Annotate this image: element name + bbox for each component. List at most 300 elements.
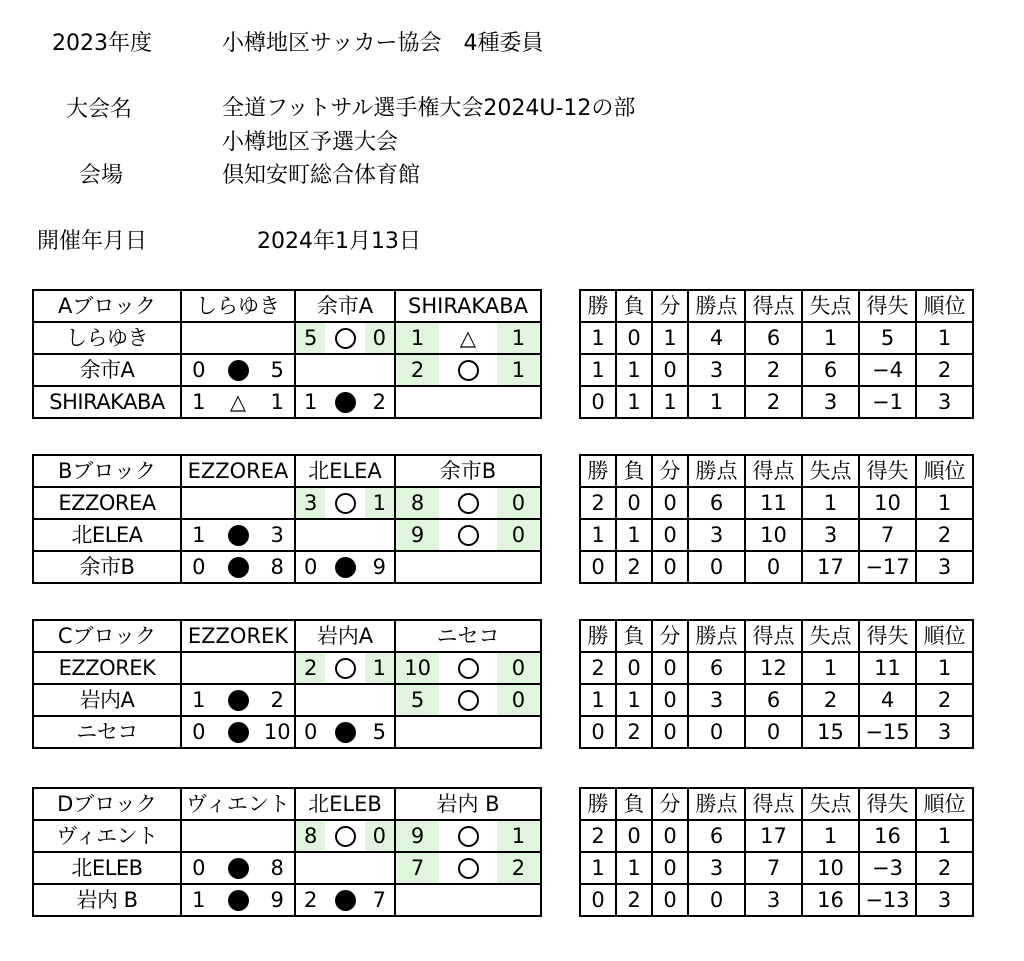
match-result xyxy=(295,386,395,418)
result-symbol xyxy=(216,355,261,385)
standings-cell: 1 xyxy=(916,820,973,852)
standings-column-header: 負 xyxy=(616,455,652,487)
result-inner xyxy=(296,387,394,417)
match-result xyxy=(295,551,395,583)
standings-cell: 6 xyxy=(688,820,745,852)
standings-cell: 0 xyxy=(580,386,616,418)
standings-cell: 3 xyxy=(916,716,973,748)
standings-cell: 0 xyxy=(616,820,652,852)
standings-cell: 1 xyxy=(916,487,973,519)
team-column-header: 北ELEB xyxy=(295,788,395,820)
standings-cell: 0 xyxy=(688,551,745,583)
draw-triangle-icon: △ xyxy=(459,326,477,350)
standings-column-header: 失点 xyxy=(802,788,859,820)
result-symbol xyxy=(216,552,261,582)
standings-table xyxy=(579,787,974,917)
standings-row xyxy=(580,519,973,551)
result-inner xyxy=(296,653,394,683)
standings-cell: 2 xyxy=(616,716,652,748)
score-for: 9 xyxy=(396,520,439,550)
score-for: 0 xyxy=(304,555,318,579)
standings-cell: 1 xyxy=(652,322,688,354)
result-symbol xyxy=(216,387,261,417)
standings-cell: 1 xyxy=(616,354,652,386)
result-inner xyxy=(396,488,540,518)
standings-column-header: 分 xyxy=(652,788,688,820)
standings-cell: 1 xyxy=(802,820,859,852)
match-result xyxy=(395,820,541,852)
block-c xyxy=(0,619,1024,749)
match-result xyxy=(181,716,295,748)
result-inner xyxy=(296,323,394,353)
result-inner xyxy=(396,853,540,883)
standings-column-header: 順位 xyxy=(916,290,973,322)
standings-table xyxy=(579,454,974,584)
score-for: 1 xyxy=(396,323,439,353)
standings-column-header: 負 xyxy=(616,620,652,652)
score-for: 0 xyxy=(304,720,318,744)
team-column-header: しらゆき xyxy=(181,290,295,322)
standings-cell: 10 xyxy=(745,519,802,551)
win-circle-icon xyxy=(458,690,479,711)
table-row xyxy=(33,852,541,884)
standings-cell: 6 xyxy=(688,652,745,684)
score-for: 0 xyxy=(192,555,206,579)
team-column-header: 北ELEA xyxy=(295,455,395,487)
standings-column-header: 勝点 xyxy=(688,788,745,820)
standings-cell: 0 xyxy=(745,551,802,583)
table-row xyxy=(33,354,541,386)
loss-dot-icon xyxy=(228,525,249,546)
standings-cell: 0 xyxy=(652,354,688,386)
match-result xyxy=(181,551,295,583)
standings-cell: 11 xyxy=(745,487,802,519)
table-row xyxy=(33,716,541,748)
standings-cell: 6 xyxy=(688,487,745,519)
table-row xyxy=(33,684,541,716)
standings-cell: 7 xyxy=(745,852,802,884)
match-result xyxy=(181,684,295,716)
team-row-label: SHIRAKABA xyxy=(33,386,181,418)
empty-cell xyxy=(181,820,295,852)
table-row xyxy=(33,519,541,551)
table-row xyxy=(33,884,541,916)
date-label: 開催年月日 xyxy=(37,229,148,254)
win-circle-icon xyxy=(335,658,356,679)
standings-cell: 3 xyxy=(802,386,859,418)
standings-header-row xyxy=(580,455,973,487)
standings-cell: 7 xyxy=(859,519,916,551)
team-row-label: ニセコ xyxy=(33,716,181,748)
standings-cell: 0 xyxy=(652,551,688,583)
standings-column-header: 得失 xyxy=(859,788,916,820)
result-symbol xyxy=(325,717,364,747)
standings-column-header: 負 xyxy=(616,788,652,820)
team-row-label: 岩内A xyxy=(33,684,181,716)
result-symbol xyxy=(325,387,364,417)
score-for: 10 xyxy=(396,653,439,683)
standings-cell: 0 xyxy=(652,684,688,716)
result-symbol xyxy=(439,685,497,715)
standings-row xyxy=(580,551,973,583)
match-result xyxy=(295,716,395,748)
standings-cell: 2 xyxy=(580,652,616,684)
standings-cell: 1 xyxy=(580,354,616,386)
standings-column-header: 負 xyxy=(616,290,652,322)
standings-column-header: 得失 xyxy=(859,290,916,322)
standings-table xyxy=(579,619,974,749)
standings-column-header: 勝 xyxy=(580,290,616,322)
result-symbol xyxy=(439,520,497,550)
standings-cell: 4 xyxy=(688,322,745,354)
match-result xyxy=(295,820,395,852)
win-circle-icon xyxy=(335,826,356,847)
table-row xyxy=(33,386,541,418)
team-row-label: 北ELEA xyxy=(33,519,181,551)
loss-dot-icon xyxy=(228,890,249,911)
team-column-header: 余市A xyxy=(295,290,395,322)
standings-cell: 1 xyxy=(616,386,652,418)
standings-cell: 15 xyxy=(802,716,859,748)
match-result xyxy=(181,884,295,916)
team-column-header: ヴィエント xyxy=(181,788,295,820)
score-against: 0 xyxy=(365,821,394,851)
loss-dot-icon xyxy=(335,722,356,743)
match-result xyxy=(181,519,295,551)
draw-triangle-icon: △ xyxy=(229,390,247,414)
match-result xyxy=(395,354,541,386)
empty-cell xyxy=(395,716,541,748)
result-symbol xyxy=(325,323,364,353)
team-column-header: 岩内 B xyxy=(395,788,541,820)
standings-column-header: 勝点 xyxy=(688,290,745,322)
score-against: 10 xyxy=(263,720,291,744)
standings-cell: 0 xyxy=(688,884,745,916)
result-inner xyxy=(182,387,294,417)
result-inner xyxy=(296,821,394,851)
loss-dot-icon xyxy=(228,360,249,381)
block-name: Aブロック xyxy=(33,290,181,322)
match-result xyxy=(395,684,541,716)
standings-row xyxy=(580,652,973,684)
standings-cell: 4 xyxy=(859,684,916,716)
standings-cell: 1 xyxy=(580,684,616,716)
standings-cell: 3 xyxy=(688,354,745,386)
standings-cell: 0 xyxy=(580,551,616,583)
result-inner xyxy=(396,323,540,353)
standings-column-header: 失点 xyxy=(802,620,859,652)
tournament-name: 全道フットサル選手権大会2024U-12の部 xyxy=(222,96,636,121)
score-against: 5 xyxy=(372,720,386,744)
standings-column-header: 順位 xyxy=(916,788,973,820)
team-column-header: SHIRAKABA xyxy=(395,290,541,322)
standings-cell: 0 xyxy=(652,716,688,748)
score-for: 8 xyxy=(296,821,325,851)
standings-table xyxy=(579,289,974,419)
score-for: 2 xyxy=(296,653,325,683)
standings-row xyxy=(580,487,973,519)
win-circle-icon xyxy=(458,826,479,847)
block-name: Bブロック xyxy=(33,455,181,487)
score-for: 5 xyxy=(396,685,439,715)
team-row-label: EZZOREA xyxy=(33,487,181,519)
standings-row xyxy=(580,716,973,748)
standings-cell: −3 xyxy=(859,852,916,884)
score-against: 3 xyxy=(270,523,284,547)
header-row xyxy=(33,620,541,652)
standings-cell: 0 xyxy=(616,487,652,519)
score-for: 5 xyxy=(296,323,325,353)
score-for: 0 xyxy=(192,358,206,382)
standings-column-header: 失点 xyxy=(802,455,859,487)
score-for: 1 xyxy=(192,390,206,414)
organizer: 小樽地区サッカー協会 4種委員 xyxy=(222,31,544,56)
empty-cell xyxy=(395,884,541,916)
empty-cell xyxy=(181,652,295,684)
team-row-label: 北ELEB xyxy=(33,852,181,884)
results-table xyxy=(32,289,542,419)
standings-cell: 17 xyxy=(802,551,859,583)
standings-column-header: 勝点 xyxy=(688,620,745,652)
empty-cell xyxy=(295,852,395,884)
standings-cell: 6 xyxy=(802,354,859,386)
standings-cell: 17 xyxy=(745,820,802,852)
standings-cell: 3 xyxy=(688,684,745,716)
result-inner xyxy=(182,717,294,747)
standings-row xyxy=(580,354,973,386)
score-against: 2 xyxy=(497,853,540,883)
match-result xyxy=(395,519,541,551)
standings-cell: −4 xyxy=(859,354,916,386)
standings-header-row xyxy=(580,620,973,652)
score-against: 7 xyxy=(372,888,386,912)
standings-cell: 5 xyxy=(859,322,916,354)
win-circle-icon xyxy=(458,493,479,514)
match-result xyxy=(395,487,541,519)
team-row-label: 岩内 B xyxy=(33,884,181,916)
standings-column-header: 分 xyxy=(652,290,688,322)
standings-cell: 2 xyxy=(916,519,973,551)
standings-cell: 3 xyxy=(802,519,859,551)
team-row-label: 余市B xyxy=(33,551,181,583)
result-symbol xyxy=(325,821,364,851)
results-table xyxy=(32,787,542,917)
standings-cell: 1 xyxy=(802,322,859,354)
score-against: 2 xyxy=(270,688,284,712)
results-table xyxy=(32,454,542,584)
result-symbol xyxy=(216,717,261,747)
standings-cell: 1 xyxy=(616,519,652,551)
empty-cell xyxy=(295,684,395,716)
result-symbol xyxy=(439,653,497,683)
result-symbol xyxy=(439,488,497,518)
result-symbol xyxy=(216,520,261,550)
standings-row xyxy=(580,852,973,884)
match-result xyxy=(395,322,541,354)
score-against: 1 xyxy=(497,323,540,353)
result-inner xyxy=(396,355,540,385)
result-symbol xyxy=(439,323,497,353)
standings-cell: 2 xyxy=(580,487,616,519)
standings-header-row xyxy=(580,290,973,322)
standings-cell: 6 xyxy=(745,684,802,716)
standings-cell: 0 xyxy=(616,652,652,684)
score-for: 1 xyxy=(192,523,206,547)
team-row-label: ヴィエント xyxy=(33,820,181,852)
standings-cell: 3 xyxy=(916,884,973,916)
header-row xyxy=(33,455,541,487)
standings-column-header: 得点 xyxy=(745,788,802,820)
result-symbol xyxy=(325,552,364,582)
block-name: Dブロック xyxy=(33,788,181,820)
match-result xyxy=(395,652,541,684)
score-against: 0 xyxy=(497,488,540,518)
empty-cell xyxy=(181,322,295,354)
standings-cell: −13 xyxy=(859,884,916,916)
standings-column-header: 得点 xyxy=(745,620,802,652)
loss-dot-icon xyxy=(335,890,356,911)
standings-column-header: 順位 xyxy=(916,620,973,652)
result-inner xyxy=(182,885,294,915)
result-symbol xyxy=(216,685,261,715)
win-circle-icon xyxy=(335,328,356,349)
results-table xyxy=(32,619,542,749)
result-inner xyxy=(396,653,540,683)
match-result xyxy=(295,884,395,916)
loss-dot-icon xyxy=(228,858,249,879)
result-symbol xyxy=(439,853,497,883)
team-column-header: ニセコ xyxy=(395,620,541,652)
standings-cell: 3 xyxy=(688,852,745,884)
standings-cell: 1 xyxy=(688,386,745,418)
table-row xyxy=(33,487,541,519)
block-d xyxy=(0,787,1024,917)
table-row xyxy=(33,322,541,354)
standings-cell: 1 xyxy=(916,652,973,684)
standings-cell: 1 xyxy=(580,322,616,354)
empty-cell xyxy=(395,386,541,418)
result-inner xyxy=(296,552,394,582)
result-inner xyxy=(182,853,294,883)
score-against: 1 xyxy=(270,390,284,414)
standings-column-header: 勝点 xyxy=(688,455,745,487)
standings-header-row xyxy=(580,788,973,820)
result-symbol xyxy=(439,821,497,851)
standings-cell: 1 xyxy=(580,519,616,551)
standings-row xyxy=(580,386,973,418)
standings-cell: 1 xyxy=(916,322,973,354)
standings-cell: 1 xyxy=(616,852,652,884)
standings-cell: 0 xyxy=(652,884,688,916)
score-against: 1 xyxy=(365,488,394,518)
score-for: 1 xyxy=(192,688,206,712)
loss-dot-icon xyxy=(228,557,249,578)
table-row xyxy=(33,652,541,684)
win-circle-icon xyxy=(458,858,479,879)
match-result xyxy=(181,852,295,884)
event-date: 2024年1月13日 xyxy=(257,229,421,254)
result-symbol xyxy=(439,355,497,385)
standings-cell: 0 xyxy=(652,820,688,852)
standings-cell: 0 xyxy=(652,852,688,884)
standings-cell: 0 xyxy=(745,716,802,748)
score-against: 8 xyxy=(270,856,284,880)
standings-cell: 3 xyxy=(916,551,973,583)
result-symbol xyxy=(216,853,261,883)
standings-cell: 10 xyxy=(859,487,916,519)
block-name: Cブロック xyxy=(33,620,181,652)
result-inner xyxy=(182,685,294,715)
venue-name: 倶知安町総合体育館 xyxy=(222,163,421,188)
standings-cell: 10 xyxy=(802,852,859,884)
standings-cell: 16 xyxy=(859,820,916,852)
standings-cell: 0 xyxy=(616,322,652,354)
loss-dot-icon xyxy=(228,690,249,711)
score-against: 1 xyxy=(497,355,540,385)
standings-cell: 0 xyxy=(580,716,616,748)
score-against: 0 xyxy=(497,653,540,683)
result-inner xyxy=(182,552,294,582)
standings-cell: 2 xyxy=(745,354,802,386)
match-result xyxy=(295,322,395,354)
score-against: 0 xyxy=(365,323,394,353)
score-against: 8 xyxy=(270,555,284,579)
result-inner xyxy=(296,885,394,915)
standings-cell: −1 xyxy=(859,386,916,418)
match-result xyxy=(395,852,541,884)
standings-cell: 2 xyxy=(916,354,973,386)
result-inner xyxy=(296,488,394,518)
standings-cell: 1 xyxy=(616,684,652,716)
venue-label: 会場 xyxy=(79,163,124,188)
result-inner xyxy=(182,520,294,550)
block-a xyxy=(0,289,1024,419)
result-inner xyxy=(182,355,294,385)
empty-cell xyxy=(295,354,395,386)
standings-cell: 2 xyxy=(745,386,802,418)
score-against: 9 xyxy=(270,888,284,912)
standings-cell: 2 xyxy=(580,820,616,852)
score-for: 9 xyxy=(396,821,439,851)
score-for: 1 xyxy=(192,888,206,912)
score-against: 1 xyxy=(365,653,394,683)
score-for: 3 xyxy=(296,488,325,518)
result-symbol xyxy=(325,488,364,518)
score-against: 2 xyxy=(372,390,386,414)
standings-column-header: 得失 xyxy=(859,455,916,487)
team-column-header: 余市B xyxy=(395,455,541,487)
score-against: 0 xyxy=(497,685,540,715)
score-for: 2 xyxy=(396,355,439,385)
score-for: 8 xyxy=(396,488,439,518)
table-row xyxy=(33,820,541,852)
tournament-subtitle: 小樽地区予選大会 xyxy=(222,130,399,155)
standings-cell: 6 xyxy=(745,322,802,354)
win-circle-icon xyxy=(458,525,479,546)
score-for: 2 xyxy=(304,888,318,912)
standings-row xyxy=(580,322,973,354)
standings-column-header: 勝 xyxy=(580,620,616,652)
result-symbol xyxy=(325,653,364,683)
standings-cell: 3 xyxy=(745,884,802,916)
match-result xyxy=(181,386,295,418)
match-result xyxy=(295,487,395,519)
standings-cell: 1 xyxy=(652,386,688,418)
standings-cell: 2 xyxy=(916,684,973,716)
result-inner xyxy=(296,717,394,747)
header-row xyxy=(33,290,541,322)
standings-column-header: 勝 xyxy=(580,455,616,487)
